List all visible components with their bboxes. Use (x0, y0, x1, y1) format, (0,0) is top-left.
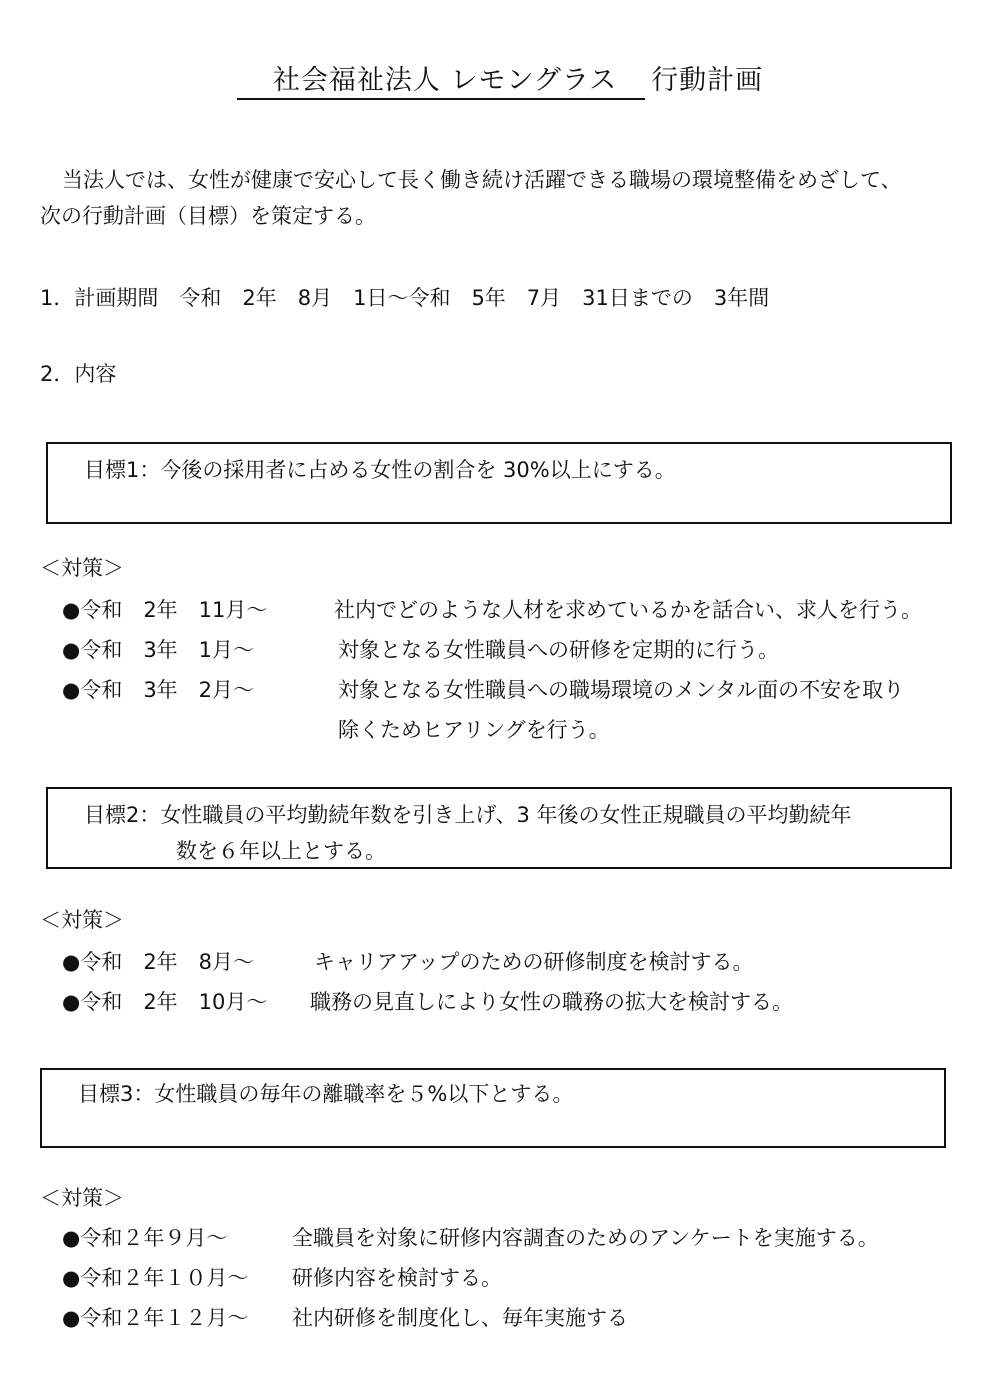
title-suffix: 行動計画 (651, 65, 764, 96)
measure-description: 社内研修を制度化し、毎年実施する (292, 1306, 628, 1330)
goal-2-measure-2 (62, 986, 962, 1016)
measure-date: ●令和 3年 1月～ (62, 638, 255, 662)
goal-1-box (46, 442, 952, 524)
goal-1-measure-3 (62, 674, 962, 744)
organization-name: 社会福祉法人 レモングラス (237, 65, 645, 100)
intro-line-1: 当法人では、女性が健康で安心して長く働き続け活躍できる職場の環境整備をめざして、 (62, 168, 902, 192)
goal-2-measure-1 (62, 946, 962, 976)
goal-3-measure-2 (62, 1262, 962, 1292)
measure-date: ●令和 2年 11月～ (62, 598, 268, 622)
document-title (0, 58, 1000, 97)
measure-date: ●令和２年９月～ (62, 1226, 228, 1250)
measure-description: 研修内容を検討する。 (292, 1266, 502, 1290)
measure-description: 職務の見直しにより女性の職務の拡大を検討する。 (310, 990, 793, 1014)
goal-2-box (46, 787, 952, 869)
measure-description-continued: 除くためヒアリングを行う。 (338, 718, 610, 742)
goal-2-text: 目標2：女性職員の平均勤続年数を引き上げ、3 年後の女性正規職員の平均勤続年 (84, 803, 852, 827)
measure-date: ●令和 2年 8月～ (62, 950, 255, 974)
measure-description: キャリアアップのための研修制度を検討する。 (314, 950, 754, 974)
goal-2-measures-label: ＜対策＞ (40, 908, 124, 932)
goal-3-measure-1 (62, 1222, 962, 1252)
goal-3-text: 目標3：女性職員の毎年の離職率を５%以下とする。 (78, 1082, 574, 1106)
measure-description: 対象となる女性職員への職場環境のメンタル面の不安を取り (338, 678, 905, 702)
measure-date: ●令和２年１０月～ (62, 1266, 249, 1290)
goal-2-text-continued: 数を６年以上とする。 (176, 839, 386, 863)
goal-3-measures-label: ＜対策＞ (40, 1186, 124, 1210)
measure-description: 対象となる女性職員への研修を定期的に行う。 (338, 638, 779, 662)
goal-1-text: 目標1：今後の採用者に占める女性の割合を 30%以上にする。 (84, 458, 676, 482)
goal-1-measure-2 (62, 634, 962, 664)
measure-date: ●令和 2年 10月～ (62, 990, 268, 1014)
goal-3-box (40, 1068, 946, 1148)
content-heading: 2．内容 (40, 362, 117, 386)
plan-period: 1．計画期間 令和 2年 8月 1日～令和 5年 7月 31日までの 3年間 (40, 286, 770, 310)
measure-date: ●令和 3年 2月～ (62, 678, 255, 702)
intro-line-2: 次の行動計画（目標）を策定する。 (40, 204, 376, 228)
goal-1-measures-label: ＜対策＞ (40, 556, 124, 580)
measure-description: 社内でどのような人材を求めているかを話合い、求人を行う。 (334, 598, 922, 622)
measure-description: 全職員を対象に研修内容調査のためのアンケートを実施する。 (292, 1226, 879, 1250)
goal-1-measure-1 (62, 594, 962, 624)
measure-date: ●令和２年１２月～ (62, 1306, 249, 1330)
goal-3-measure-3 (62, 1302, 962, 1332)
